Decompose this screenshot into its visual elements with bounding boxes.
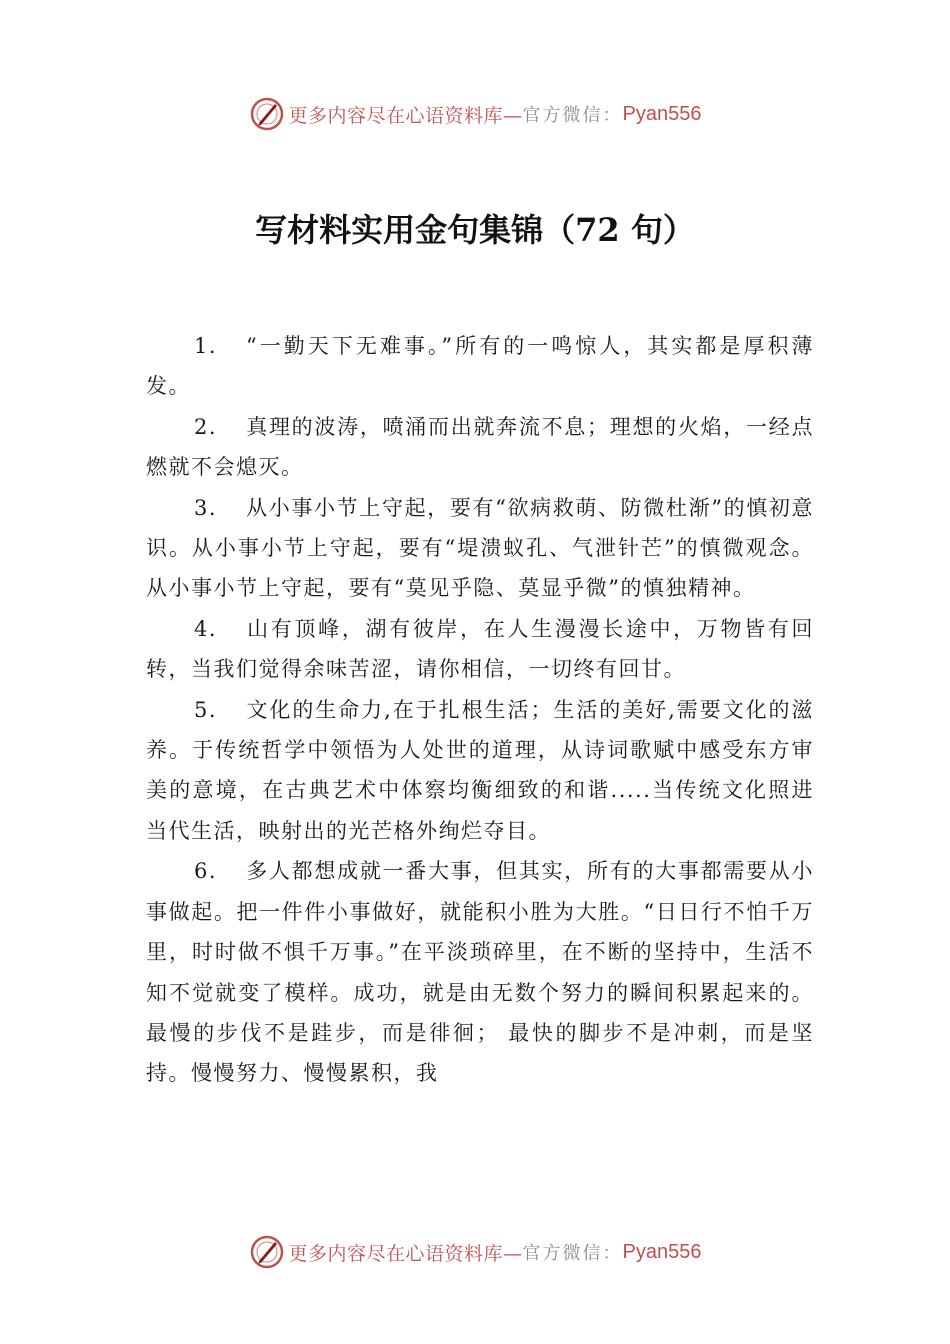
item-text: 文化的生命力,在于扎根生活；生活的美好,需要文化的滋养。于传统哲学中领悟为人处世的道理，从诗词歌赋中感受东方审美的意境，在古典艺术中体察均衡细致的和谐.....当传统文化照进当代生活，映射出的光芒格外绚烂夺目。 [146, 697, 814, 843]
header-banner-text: 更多内容尽在心语资料库— [288, 104, 523, 127]
list-item [146, 690, 814, 852]
quill-logo-icon [249, 96, 285, 132]
item-number: 6. [194, 859, 218, 884]
item-text: “一勤天下无难事。”所有的一鸣惊人，其实都是厚积薄发。 [146, 334, 814, 399]
list-item [146, 488, 814, 609]
header-wechat-label: 官方微信： [522, 105, 623, 126]
item-number: 3. [194, 495, 218, 520]
item-number: 2. [194, 414, 218, 439]
footer-banner [0, 1232, 950, 1272]
document-body [146, 326, 814, 1094]
item-text: 多人都想成就一番大事，但其实，所有的大事都需要从小事做起。把一件件小事做好，就能积小胜为大胜。“日日行不怕千万里，时时做不惧千万事。”在平淡琐碎里，在不断的坚持中，生活不知不觉就变了模样。成功，就是由无数个努力的瞬间积累起来的。最慢的步伐不是跬步，而是徘徊； 最快的脚步不是冲刺，而是坚持。慢慢努力、慢慢累积，我 [146, 859, 814, 1086]
item-number: 4. [194, 616, 218, 641]
list-item [146, 851, 814, 1093]
item-number: 1. [194, 334, 218, 358]
list-item [146, 609, 814, 690]
item-text: 山有顶峰，湖有彼岸，在人生漫漫长途中，万物皆有回转，当我们觉得余味苦涩，请你相信，一切终有回甘。 [146, 616, 814, 682]
footer-wechat-label: 官方微信： [522, 1243, 623, 1264]
quill-logo-icon [249, 1234, 285, 1270]
header-wechat-id: Pyan556 [622, 102, 702, 125]
header-banner [0, 94, 950, 134]
footer-wechat-id: Pyan556 [622, 1240, 702, 1263]
list-item [146, 407, 814, 488]
list-item [146, 326, 814, 407]
item-text: 真理的波涛，喷涌而出就奔流不息；理想的火焰，一经点燃就不会熄灭。 [146, 414, 814, 480]
footer-banner-text: 更多内容尽在心语资料库— [288, 1242, 523, 1265]
document-title: 写材料实用金句集锦（72 句） [255, 211, 695, 249]
item-text: 从小事小节上守起，要有“欲病救萌、防微杜渐”的慎初意识。从小事小节上守起，要有“堤溃蚁孔、气泄针芒”的慎微观念。从小事小节上守起，要有“莫见乎隐、莫显乎微”的慎独精神。 [146, 495, 814, 601]
item-number: 5. [194, 697, 218, 722]
